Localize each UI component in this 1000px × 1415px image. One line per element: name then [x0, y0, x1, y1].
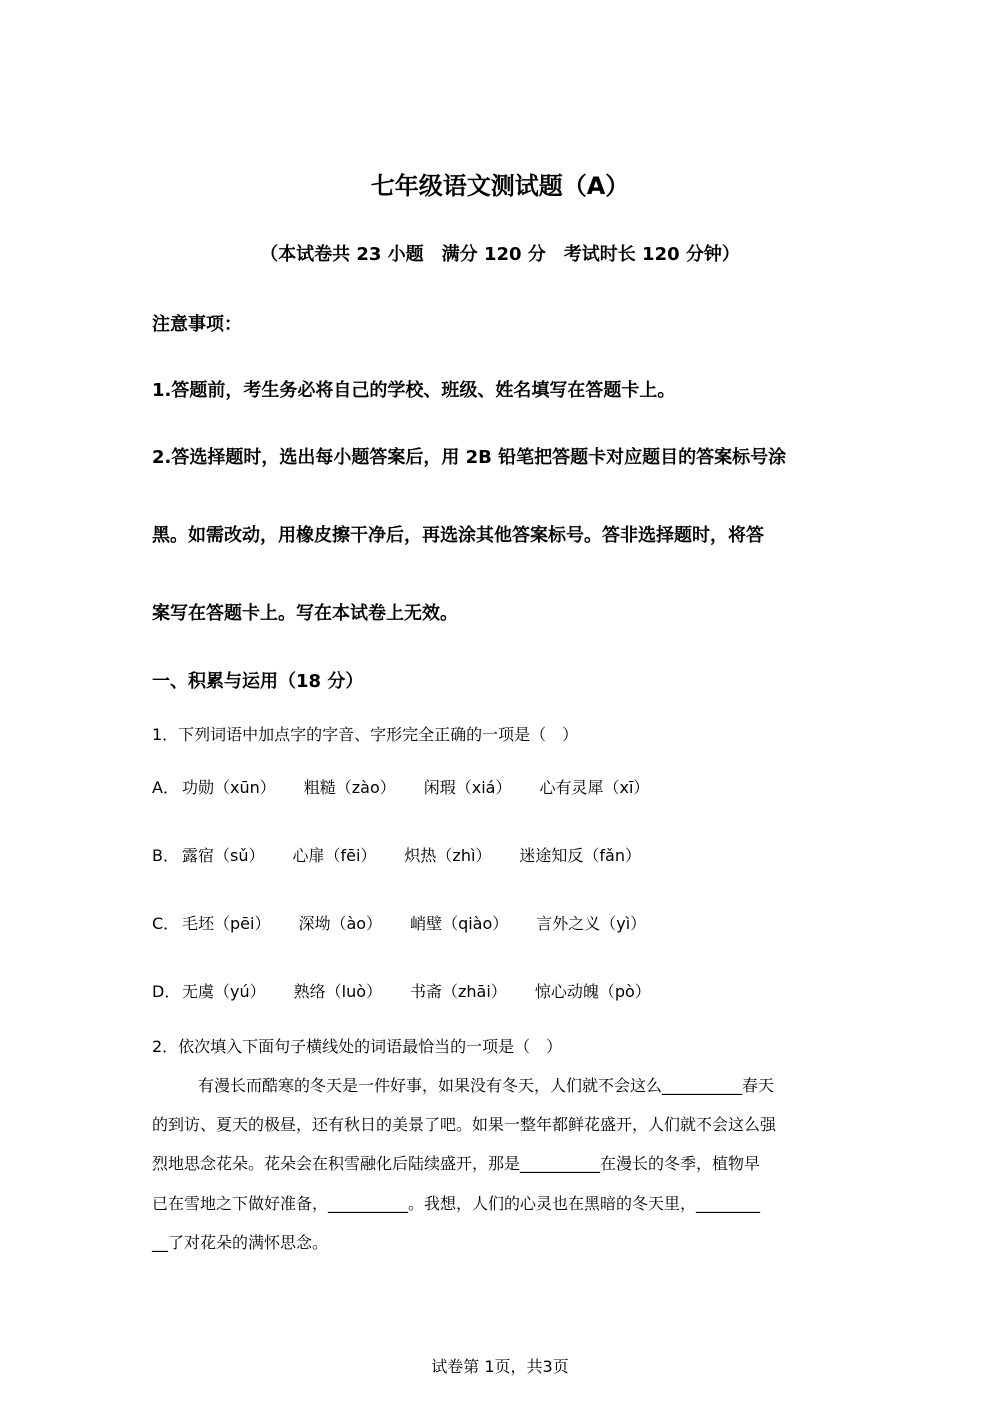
question-1-option-b[interactable] [152, 842, 669, 870]
question-1-option-c[interactable] [152, 910, 674, 938]
option-word: 功勋（xūn） [182, 778, 276, 797]
question-1-option-a[interactable] [152, 774, 677, 802]
option-word: 心扉（fēi） [292, 846, 377, 865]
option-word: 心有灵犀（xī） [539, 778, 650, 797]
option-word: 言外之义（yì） [536, 914, 647, 933]
passage-line-5: __了对花朵的满怀思念。 [152, 1233, 329, 1252]
question-1-option-d[interactable] [152, 978, 679, 1006]
passage-line-1: 有漫长而酷寒的冬天是一件好事，如果没有冬天，人们就不会这么__________春天 [198, 1076, 775, 1095]
option-word: 闲瑕（xiá） [423, 778, 512, 797]
option-word: 书斋（zhāi） [410, 982, 507, 1001]
option-word: 峭壁（qiào） [410, 914, 509, 933]
passage-line-2: 的到访、夏天的极昼，还有秋日的美景了吧。如果一整年都鲜花盛开，人们就不会这么强 [152, 1115, 777, 1134]
option-word: 粗糙（zào） [303, 778, 396, 797]
option-word: 深坳（ào） [298, 914, 383, 933]
notice-item-2-line-2: 黑。如需改动，用橡皮擦干净后，再选涂其他答案标号。答非选择题时，将答 [152, 525, 764, 546]
question-1-stem: 1．下列词语中加点字的字音、字形完全正确的一项是（ ） [152, 725, 579, 744]
option-word: 无虞（yú） [182, 982, 266, 1001]
notice-item-2-line-1: 2.答选择题时，选出每小题答案后，用 2B 铅笔把答题卡对应题目的答案标号涂 [152, 447, 787, 468]
passage-line-4: 已在雪地之下做好准备，__________。我想，人们的心灵也在黑暗的冬天里，________ [152, 1194, 761, 1213]
section-heading: 一、积累与运用（18 分） [152, 671, 364, 692]
option-word: 毛坯（pēi） [182, 914, 271, 933]
option-word: 迷途知反（fǎn） [519, 846, 642, 865]
question-2-stem: 2．依次填入下面句子横线处的词语最恰当的一项是（ ） [152, 1037, 563, 1056]
notice-heading: 注意事项： [152, 314, 242, 335]
option-word: 熟络（luò） [293, 982, 383, 1001]
notice-item-2-line-3: 案写在答题卡上。写在本试卷上无效。 [152, 603, 458, 624]
passage-line-3: 烈地思念花朵。花朵会在积雪融化后陆续盛开，那是__________在漫长的冬季，植物早 [152, 1154, 761, 1173]
option-word: 露宿（sǔ） [182, 846, 265, 865]
option-label: B． [152, 846, 179, 865]
option-label: D． [152, 982, 181, 1001]
exam-info: （本试卷共 23 小题 满分 120 分 考试时长 120 分钟） [260, 244, 740, 265]
notice-item-1: 1.答题前，考生务必将自己的学校、班级、姓名填写在答题卡上。 [152, 380, 676, 401]
option-label: C． [152, 914, 180, 933]
page-footer: 试卷第 1页，共3页 [431, 1357, 569, 1376]
page-title: 七年级语文测试题（A） [370, 172, 630, 200]
option-word: 炽热（zhì） [404, 846, 492, 865]
option-word: 惊心动魄（pò） [534, 982, 651, 1001]
option-label: A． [152, 778, 179, 797]
